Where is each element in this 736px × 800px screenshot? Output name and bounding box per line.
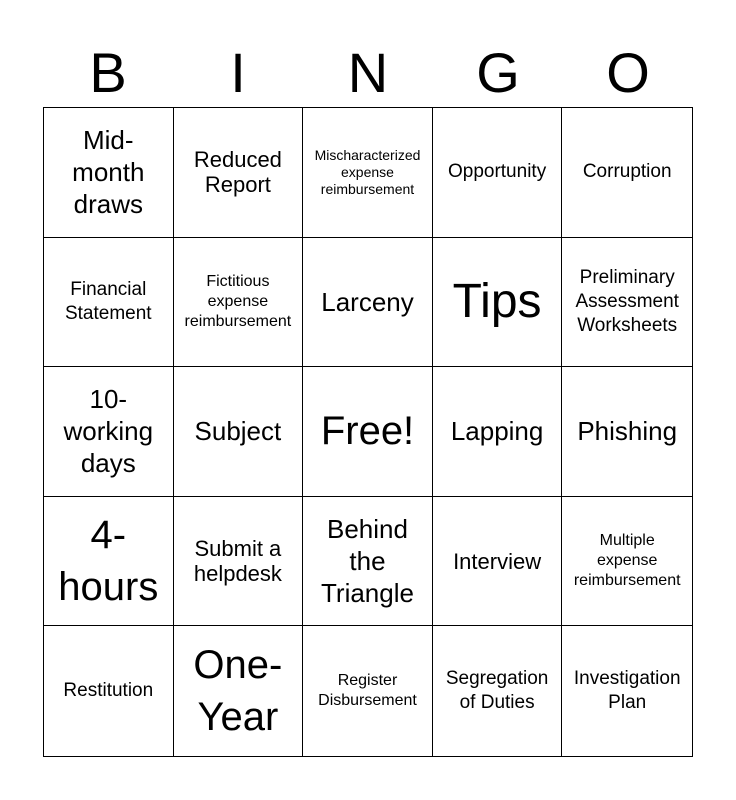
cell-label: Mischaracterized expense reimbursement: [314, 146, 421, 197]
bingo-cell-r4-c1[interactable]: [44, 497, 174, 627]
cell-label: Subject: [194, 416, 282, 447]
cell-label: Behind the Triangle: [321, 514, 414, 609]
cell-label: Opportunity: [447, 161, 547, 183]
bingo-cell-r3-c4[interactable]: [433, 367, 563, 497]
cell-label: One- Year: [193, 643, 283, 740]
bingo-cell-r2-c1[interactable]: [44, 238, 174, 368]
bingo-cell-r2-c3[interactable]: [303, 238, 433, 368]
bingo-header: [43, 40, 693, 106]
cell-label: Multiple expense reimbursement: [573, 532, 681, 590]
cell-label: Financial Statement: [64, 278, 152, 324]
cell-label: Larceny: [321, 286, 414, 317]
bingo-cell-r5-c2[interactable]: [174, 626, 304, 756]
bingo-cell-r2-c2[interactable]: [174, 238, 304, 368]
bingo-cell-r2-c4[interactable]: [433, 238, 563, 368]
bingo-cell-r4-c3[interactable]: [303, 497, 433, 627]
cell-label: Restitution: [63, 680, 154, 702]
bingo-cell-r5-c1[interactable]: [44, 626, 174, 756]
bingo-cell-r1-c3[interactable]: [303, 108, 433, 238]
cell-label: 10- working days: [63, 384, 154, 479]
cell-label: Phishing: [577, 416, 678, 447]
bingo-cell-r5-c5[interactable]: [562, 626, 692, 756]
bingo-board: [43, 107, 693, 757]
header-letter-o: O: [606, 41, 650, 104]
bingo-cell-r1-c4[interactable]: [433, 108, 563, 238]
bingo-cell-r4-c5[interactable]: [562, 497, 692, 627]
header-letter-n: N: [347, 41, 389, 104]
cell-label: Segregation of Duties: [445, 668, 549, 714]
cell-label: Register Disbursement: [318, 672, 417, 710]
cell-label: Preliminary Assessment Worksheets: [575, 266, 679, 336]
bingo-cell-r4-c2[interactable]: [174, 497, 304, 627]
bingo-cell-r3-c2[interactable]: [174, 367, 304, 497]
cell-label: Lapping: [450, 416, 544, 447]
bingo-cell-r1-c5[interactable]: [562, 108, 692, 238]
bingo-cell-r1-c2[interactable]: [174, 108, 304, 238]
cell-label: Submit a helpdesk: [193, 536, 282, 587]
bingo-cell-r3-c1[interactable]: [44, 367, 174, 497]
cell-label: 4- hours: [58, 513, 159, 610]
cell-label: Tips: [452, 274, 542, 328]
bingo-cell-r1-c1[interactable]: [44, 108, 174, 238]
bingo-cell-r4-c4[interactable]: [433, 497, 563, 627]
cell-label: Investigation Plan: [573, 668, 681, 714]
free-space-label: Free!: [320, 409, 415, 454]
header-letter-b: B: [89, 41, 127, 104]
bingo-cell-r2-c5[interactable]: [562, 238, 692, 368]
bingo-cell-r5-c4[interactable]: [433, 626, 563, 756]
header-letter-i: I: [230, 41, 246, 104]
free-space-cell[interactable]: [303, 367, 433, 497]
header-letter-g: G: [476, 41, 520, 104]
cell-label: Fictitious expense reimbursement: [184, 272, 292, 330]
cell-label: Reduced Report: [193, 147, 282, 198]
cell-label: Corruption: [582, 161, 672, 183]
cell-label: Mid- month draws: [72, 125, 145, 220]
bingo-cell-r3-c5[interactable]: [562, 367, 692, 497]
bingo-cell-r5-c3[interactable]: [303, 626, 433, 756]
cell-label: Interview: [453, 548, 542, 574]
